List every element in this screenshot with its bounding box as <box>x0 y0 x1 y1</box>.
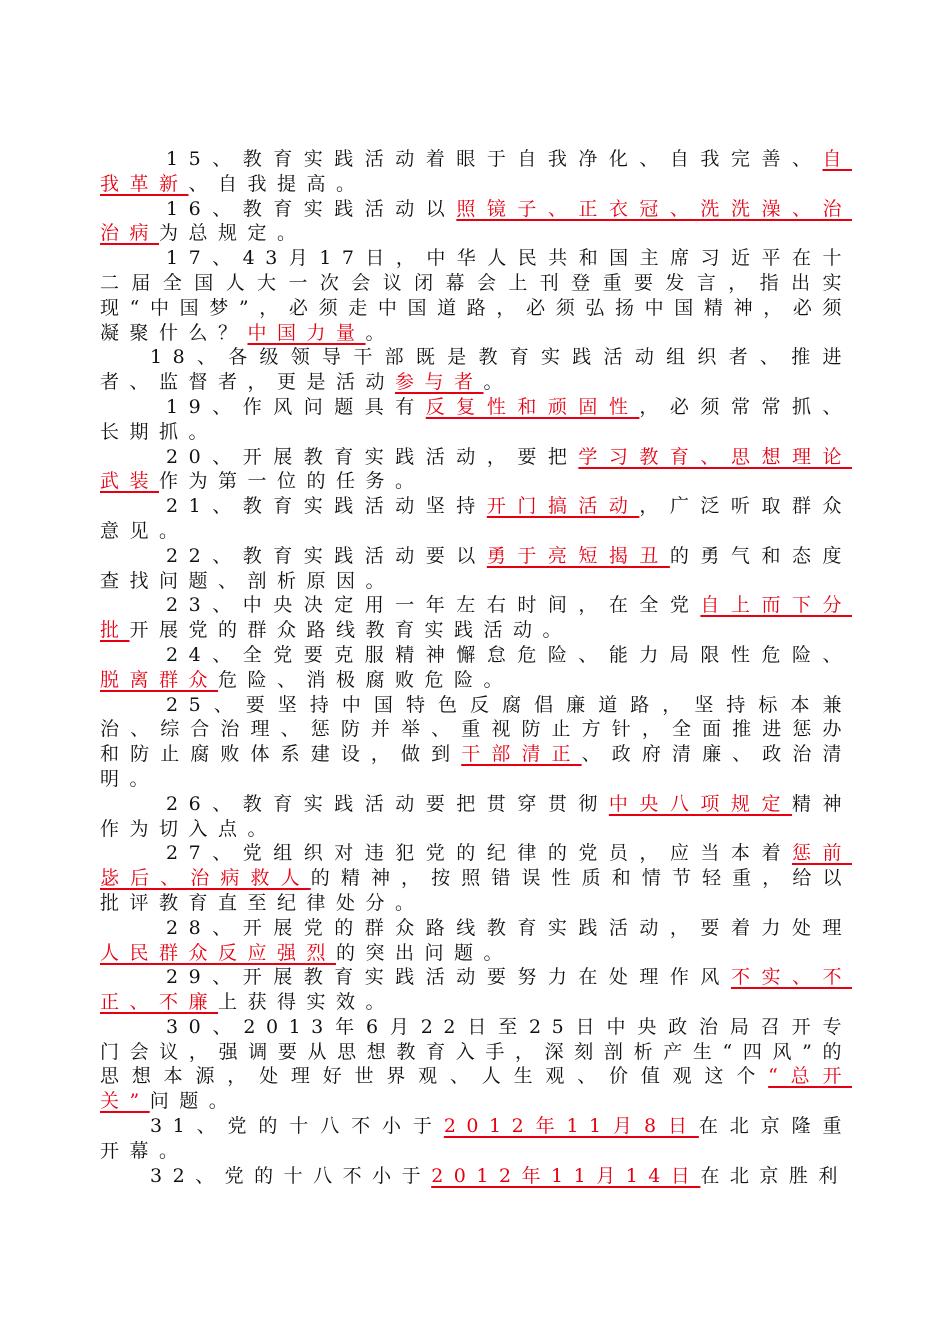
item-text: 18、各级领导干部既是教育实践活动组织者、推进者、监督者，更是活动 <box>100 346 852 394</box>
answer-text: 反复性和顽固性 <box>425 395 640 418</box>
answer-text: “总开关” <box>100 1065 852 1113</box>
item-text: 精神作为切入点。 <box>100 792 852 840</box>
item-text: 15、教育实践活动着眼于自我净化、自我完善、 <box>166 148 823 170</box>
item-text: 17、43月17日，中华人民共和国主席习近平在十二届全国人大一次会议闭幕会上刊登重要发言，指出实现“中国梦”，必须走中国道路，必须弘扬中国精神，必须凝聚什么？ <box>100 247 852 344</box>
item-text: 29、开展教育实践活动要努力在处理作风 <box>166 966 731 989</box>
answer-text: 人民群众反应强烈 <box>100 941 337 964</box>
item-text: 20、开展教育实践活动，要把 <box>166 445 579 468</box>
quiz-item-28 <box>100 916 852 966</box>
item-text: 、自我提高。 <box>188 172 366 195</box>
quiz-item-20 <box>100 445 852 495</box>
item-text: ，广泛听取群众意见。 <box>100 495 852 542</box>
item-text: 31、党的十八不小于 <box>150 1115 444 1138</box>
item-text: 21、教育实践活动坚持 <box>166 495 487 518</box>
item-text: 、政府清廉、政治清明。 <box>100 743 852 790</box>
answer-text: 勇于亮短揭丑 <box>486 544 670 567</box>
answer-text: 参与者 <box>395 371 484 394</box>
answer-text: 脱离群众 <box>100 668 219 691</box>
item-text: 24、全党要克服精神懈怠危险、能力局限性危险、 <box>166 643 852 666</box>
answer-text: 自我革新 <box>100 148 852 195</box>
item-text: 为总规定。 <box>159 222 307 245</box>
quiz-item-29 <box>100 965 852 1015</box>
answer-text: 2012年11月8日 <box>443 1115 699 1138</box>
item-text: 。 <box>483 371 514 394</box>
answer-text: 中国力量 <box>247 321 366 344</box>
item-text: 上获得实效。 <box>218 991 396 1014</box>
quiz-item-22 <box>100 544 852 594</box>
item-text: ，必须常常抓、长期抓。 <box>100 395 852 443</box>
answer-text: 照镜子、正衣冠、洗洗澡、治治病 <box>100 197 852 245</box>
item-text: 在北京胜利 <box>700 1164 848 1187</box>
item-text: 28、开展党的群众路线教育实践活动，要着力处理 <box>166 916 852 939</box>
answer-text: 开门搞活动 <box>486 495 640 518</box>
item-text: 危险、消极腐败危险。 <box>218 668 514 691</box>
quiz-item-16 <box>100 197 852 247</box>
item-text: 25、要坚持中国特色反腐倡廉道路，坚持标本兼治、综合治理、惩防并举、重视防止方针，全面推进惩办和防止腐败体系建设，做到 <box>100 693 852 766</box>
item-text: 的勇气和态度查找问题、剖析原因。 <box>100 544 852 592</box>
answer-text: 自上而下分批 <box>100 594 852 642</box>
item-text: 16、教育实践活动以 <box>166 197 457 220</box>
answer-text: 不实、不正、不廉 <box>100 966 852 1014</box>
quiz-item-19 <box>100 395 852 445</box>
quiz-item-17 <box>100 246 852 345</box>
quiz-item-25 <box>100 693 852 792</box>
item-text: 27、党组织对违犯党的纪律的党员，应当本着 <box>166 842 792 865</box>
quiz-item-23 <box>100 593 852 643</box>
quiz-item-32 <box>100 1164 852 1189</box>
quiz-item-21 <box>100 494 852 544</box>
item-text: 作为第一位的任务。 <box>159 470 425 493</box>
item-text: 23、中央决定用一年左右时间，在全党 <box>166 594 701 617</box>
item-text: 22、教育实践活动要以 <box>166 544 487 567</box>
item-text: 32、党的十八不小于 <box>150 1164 432 1187</box>
item-text: 的突出问题。 <box>336 941 514 964</box>
document-body <box>100 147 852 1188</box>
quiz-item-15 <box>100 147 852 197</box>
quiz-item-31 <box>100 1114 852 1164</box>
answer-text: 2012年11月14日 <box>431 1164 701 1187</box>
item-text: 26、教育实践活动要把贯穿贯彻 <box>166 792 609 815</box>
answer-text: 干部清正 <box>461 743 582 766</box>
quiz-item-24 <box>100 643 852 693</box>
item-text: 。 <box>365 321 396 344</box>
quiz-item-30 <box>100 1015 852 1114</box>
item-text: 30、2013年6月22日至25日中央政治局召开专门会议，强调要从思想教育入手，深刻剖析产生“四风”的思想本源，处理好世界观、人生观、价值观这个 <box>100 1015 852 1088</box>
quiz-item-26 <box>100 792 852 842</box>
answer-text: 惩前毖后、治病救人 <box>100 842 852 890</box>
item-text: 的精神，按照错误性质和情节轻重，给以批评教育直至纪律处分。 <box>100 867 852 914</box>
item-text: 在北京隆重开幕。 <box>100 1115 852 1162</box>
quiz-item-27 <box>100 841 852 915</box>
answer-text: 学习教育、思想理论武装 <box>100 445 852 493</box>
item-text: 19、作风问题具有 <box>166 395 426 418</box>
answer-text: 中央八项规定 <box>608 792 792 815</box>
item-text: 问题。 <box>149 1090 239 1113</box>
item-text: 开展党的群众路线教育实践活动。 <box>129 619 573 642</box>
quiz-item-18 <box>100 345 852 395</box>
